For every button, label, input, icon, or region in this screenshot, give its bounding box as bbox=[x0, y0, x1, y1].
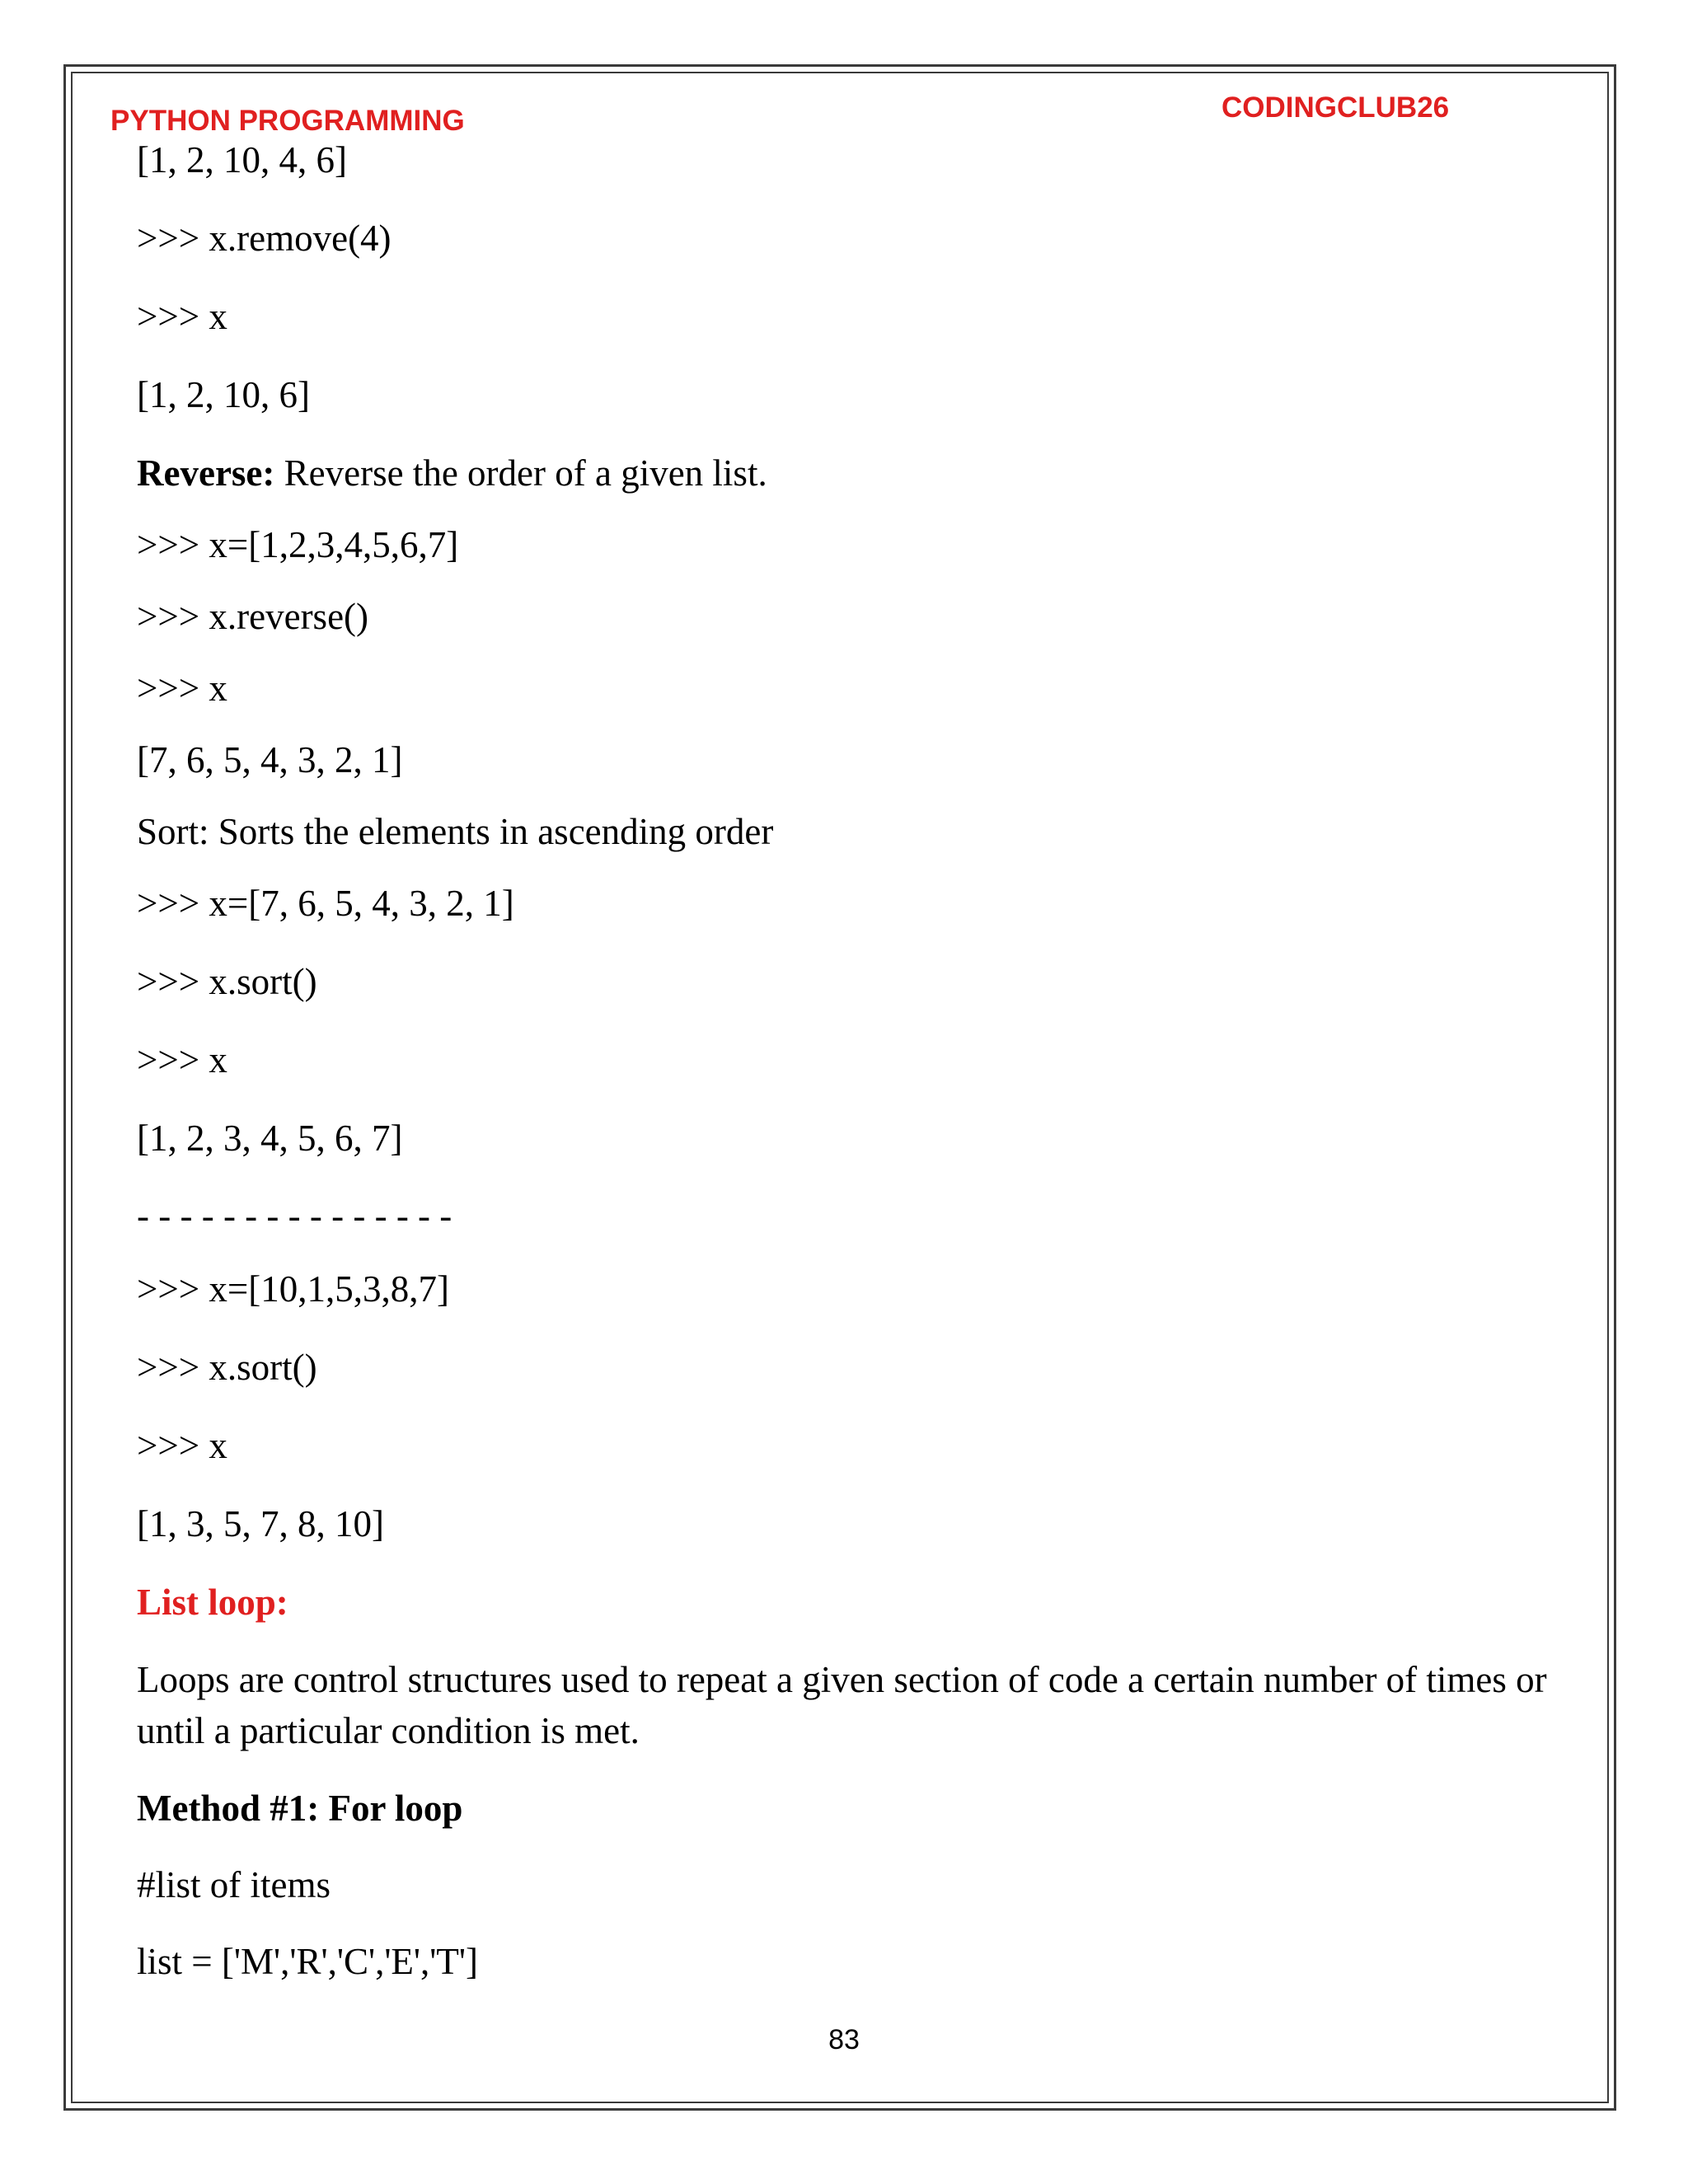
code-output-line: [7, 6, 5, 4, 3, 2, 1] bbox=[137, 739, 403, 780]
header-site-name: CODINGCLUB26 bbox=[1221, 91, 1450, 124]
code-line: >>> x=[1,2,3,4,5,6,7] bbox=[137, 524, 459, 565]
code-line: >>> x.reverse() bbox=[137, 596, 369, 637]
reverse-text: Reverse the order of a given list. bbox=[274, 452, 767, 494]
code-line: >>> x bbox=[137, 296, 227, 337]
reverse-description bbox=[137, 452, 767, 494]
separator-line: - - - - - - - - - - - - - - - bbox=[137, 1195, 452, 1236]
code-line: >>> x.sort() bbox=[137, 1347, 317, 1388]
code-line: >>> x=[10,1,5,3,8,7] bbox=[137, 1268, 449, 1310]
code-output-line: [1, 2, 3, 4, 5, 6, 7] bbox=[137, 1118, 403, 1159]
code-output-line: [1, 2, 10, 4, 6] bbox=[137, 139, 347, 180]
sort-description: Sort: Sorts the elements in ascending order bbox=[137, 811, 774, 852]
code-line: >>> x bbox=[137, 668, 227, 709]
code-line: >>> x.sort() bbox=[137, 961, 317, 1002]
method-heading-text: Method #1: For loop bbox=[137, 1788, 463, 1829]
method-heading bbox=[137, 1790, 462, 1827]
code-comment: #list of items bbox=[137, 1864, 331, 1905]
code-output-line: [1, 3, 5, 7, 8, 10] bbox=[137, 1503, 384, 1544]
header-subject: PYTHON PROGRAMMING bbox=[110, 105, 465, 137]
code-line: >>> x bbox=[137, 1425, 227, 1466]
code-line: >>> x.remove(4) bbox=[137, 218, 392, 259]
code-line: list = ['M','R','C','E','T'] bbox=[137, 1941, 478, 1982]
loops-paragraph: Loops are control structures used to repeat a given section of code a certain number of times or until a particular condition is met. bbox=[137, 1659, 1547, 1751]
code-output-line: [1, 2, 10, 6] bbox=[137, 374, 310, 415]
list-loop-heading: List loop: bbox=[137, 1582, 288, 1623]
reverse-label: Reverse: bbox=[137, 452, 275, 494]
code-line: >>> x bbox=[137, 1039, 227, 1080]
page-number: 83 bbox=[828, 2024, 860, 2055]
code-line: >>> x=[7, 6, 5, 4, 3, 2, 1] bbox=[137, 883, 514, 924]
